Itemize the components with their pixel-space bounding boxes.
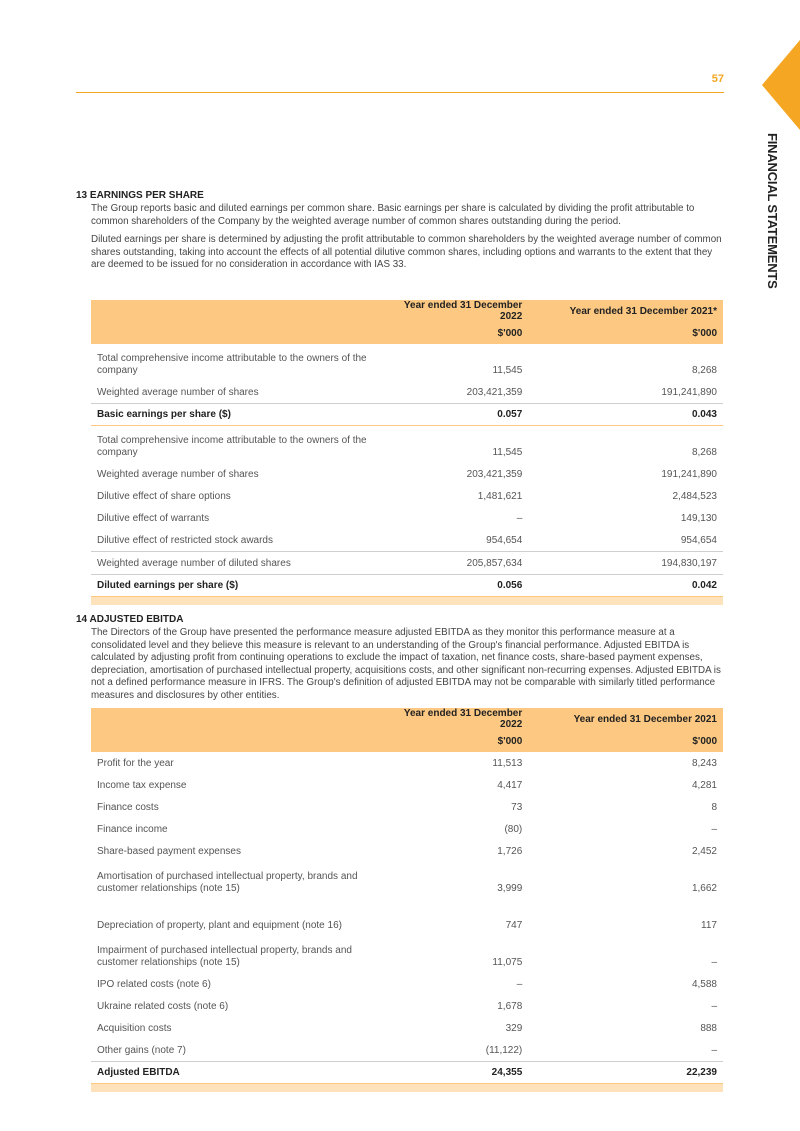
row-value: 3,999: [497, 883, 523, 894]
row-label: Other gains (note 7): [97, 1044, 186, 1056]
row-value: 203,421,359: [466, 468, 523, 480]
row-label: Total comprehensive income attributable to the owners of the company: [97, 435, 367, 458]
row-label: Weighted average number of shares: [97, 468, 259, 480]
row-value: 149,130: [680, 512, 717, 524]
row-value: 954,654: [486, 534, 523, 546]
row-value: 8,268: [691, 365, 717, 376]
table-row-total: [91, 404, 723, 426]
row-value: 0.043: [528, 404, 723, 426]
paragraph: The Directors of the Group have presented the performance measure adjusted EBITDA as they monitor this performance measure at a consolidated level and they believe this measure is relevant to an understanding of the Group's financial performance. Adjusted EBITDA is calculated by adjusting profit from continuing operations to exclude the impact of taxation, net finance costs, share-based payment expenses, depreciation, amortisation of purchased intellectual property, acquisitions costs, and other significant non-recurring expenses. Adjusted EBITDA is not a defined performance measure in IFRS. The Group's definition of adjusted EBITDA may not be comparable with similarly titled performance measures and disclosures by other entities.: [91, 627, 721, 701]
row-value: –: [516, 512, 523, 524]
row-label: Profit for the year: [97, 757, 174, 769]
header-cell: [91, 322, 390, 344]
section-title: 13 EARNINGS PER SHARE: [76, 190, 204, 201]
table-row-total: [91, 575, 723, 597]
side-label: [765, 133, 780, 289]
row-value: 954,654: [680, 534, 717, 546]
row-value: 0.042: [528, 575, 723, 597]
row-value: 4,417: [497, 779, 523, 791]
header-cell: $'000: [528, 322, 723, 344]
table-row: [91, 485, 723, 507]
table-row: [91, 507, 723, 529]
row-value: 4,588: [691, 978, 717, 990]
table-row: [91, 1039, 723, 1062]
header-cell: $'000: [390, 730, 528, 752]
table-header-units: [91, 730, 723, 752]
eps-section: [76, 189, 724, 272]
header-cell: Year ended 31 December 2021*: [528, 300, 723, 322]
table-row: [91, 1017, 723, 1039]
row-value: 2,452: [691, 845, 717, 857]
header-cell: Year ended 31 December 2021: [528, 708, 723, 730]
row-value: 24,355: [390, 1062, 528, 1084]
row-label: Amortisation of purchased intellectual property, brands and customer relationships (note 15): [97, 871, 358, 894]
header-cell: Year ended 31 December 2022: [390, 300, 528, 322]
table-row-total: [91, 1062, 723, 1084]
row-value: 11,545: [492, 447, 523, 458]
table-row: [91, 936, 723, 973]
row-value: 194,830,197: [528, 552, 723, 575]
paragraph: The Group reports basic and diluted earnings per common share. Basic earnings per share is calculated by dividing the profit attributable to common shareholders of the Company by the weighted average number of common shares outstanding during the period.: [91, 203, 695, 227]
eps-table: [91, 300, 723, 605]
row-value: (80): [504, 823, 523, 835]
row-value: 11,075: [492, 957, 523, 968]
row-value: 8: [711, 801, 717, 813]
row-label: Dilutive effect of restricted stock awards: [97, 534, 273, 546]
row-value: 0.056: [390, 575, 528, 597]
header-cell: [91, 708, 390, 730]
row-label: Total comprehensive income attributable to the owners of the company: [97, 353, 367, 376]
row-value: 22,239: [528, 1062, 723, 1084]
table-row: [91, 899, 723, 936]
table-footer-band: [91, 597, 723, 606]
row-value: 2,484,523: [672, 490, 717, 502]
header-rule: [76, 92, 724, 93]
row-value: 73: [511, 801, 523, 813]
row-label: Weighted average number of shares: [97, 386, 259, 398]
row-value: (11,122): [485, 1044, 523, 1056]
row-value: 0.057: [390, 404, 528, 426]
header-cell: [91, 730, 390, 752]
table-row: [91, 381, 723, 404]
corner-tab: [762, 40, 800, 130]
row-value: 1,678: [497, 1000, 523, 1012]
row-label: Finance income: [97, 823, 168, 835]
row-value: 329: [505, 1022, 523, 1034]
table-row: [91, 426, 723, 464]
row-label: Weighted average number of diluted shares: [91, 552, 390, 575]
table-row: [91, 344, 723, 381]
table-row: [91, 463, 723, 485]
table-header-units: [91, 322, 723, 344]
table-row: [91, 752, 723, 774]
table-row: [91, 529, 723, 552]
ebitda-table: [91, 708, 723, 1092]
side-label-text: FINANCIAL STATEMENTS: [765, 133, 780, 289]
row-value: –: [711, 823, 717, 835]
header-cell: Year ended 31 December 2022: [390, 708, 528, 730]
row-value: 203,421,359: [466, 386, 523, 398]
table-row: [91, 552, 723, 575]
header-cell: [91, 300, 390, 322]
row-label: Basic earnings per share ($): [91, 404, 390, 426]
row-label: Share-based payment expenses: [97, 845, 241, 857]
row-value: 4,281: [691, 779, 717, 791]
row-value: 8,268: [691, 447, 717, 458]
row-value: 747: [505, 920, 523, 931]
table-header: [91, 300, 723, 322]
row-value: 1,662: [691, 883, 717, 894]
table-row: [91, 774, 723, 796]
row-label: Adjusted EBITDA: [91, 1062, 390, 1084]
row-label: Dilutive effect of warrants: [97, 512, 210, 524]
row-value: 1,726: [497, 845, 523, 857]
section-title: 14 ADJUSTED EBITDA: [76, 614, 184, 625]
row-label: Depreciation of property, plant and equipment (note 16): [97, 920, 342, 931]
table-row: [91, 840, 723, 862]
table-header: [91, 708, 723, 730]
table-footer-band: [91, 1084, 723, 1093]
row-label: Dilutive effect of share options: [97, 490, 231, 502]
ebitda-section: [76, 613, 724, 703]
row-value: 117: [701, 920, 717, 931]
row-label: Impairment of purchased intellectual property, brands and customer relationships (note 15): [97, 945, 352, 968]
table-row: [91, 818, 723, 840]
table-row: [91, 796, 723, 818]
row-value: 888: [700, 1022, 717, 1034]
row-label: Ukraine related costs (note 6): [97, 1000, 229, 1012]
table-row: [91, 973, 723, 995]
row-value: 11,513: [492, 757, 523, 769]
row-label: Income tax expense: [97, 779, 187, 791]
row-value: –: [711, 1044, 717, 1056]
row-value: –: [711, 1000, 717, 1012]
row-label: Acquisition costs: [97, 1022, 172, 1034]
header-cell: $'000: [528, 730, 723, 752]
header-cell: $'000: [390, 322, 528, 344]
table-row: [91, 995, 723, 1017]
row-label: Diluted earnings per share ($): [91, 575, 390, 597]
table-row: [91, 862, 723, 899]
row-value: 11,545: [492, 365, 523, 376]
row-value: 205,857,634: [390, 552, 528, 575]
row-value: 191,241,890: [661, 468, 717, 480]
row-value: 1,481,621: [477, 490, 523, 502]
row-value: –: [516, 978, 523, 990]
row-label: Finance costs: [97, 801, 159, 813]
row-value: 8,243: [691, 757, 717, 769]
page-number: 57: [711, 73, 724, 85]
row-value: 191,241,890: [661, 386, 717, 398]
row-label: IPO related costs (note 6): [97, 978, 211, 990]
row-value: –: [711, 957, 717, 968]
paragraph: Diluted earnings per share is determined by adjusting the profit attributable to common shareholders by the weighted average number of common shares outstanding, taking into account the effects of all potential dilutive common shares, including options and warrants to the extent that they are deemed to be issued for no consideration in accordance with IAS 33.: [91, 234, 722, 271]
